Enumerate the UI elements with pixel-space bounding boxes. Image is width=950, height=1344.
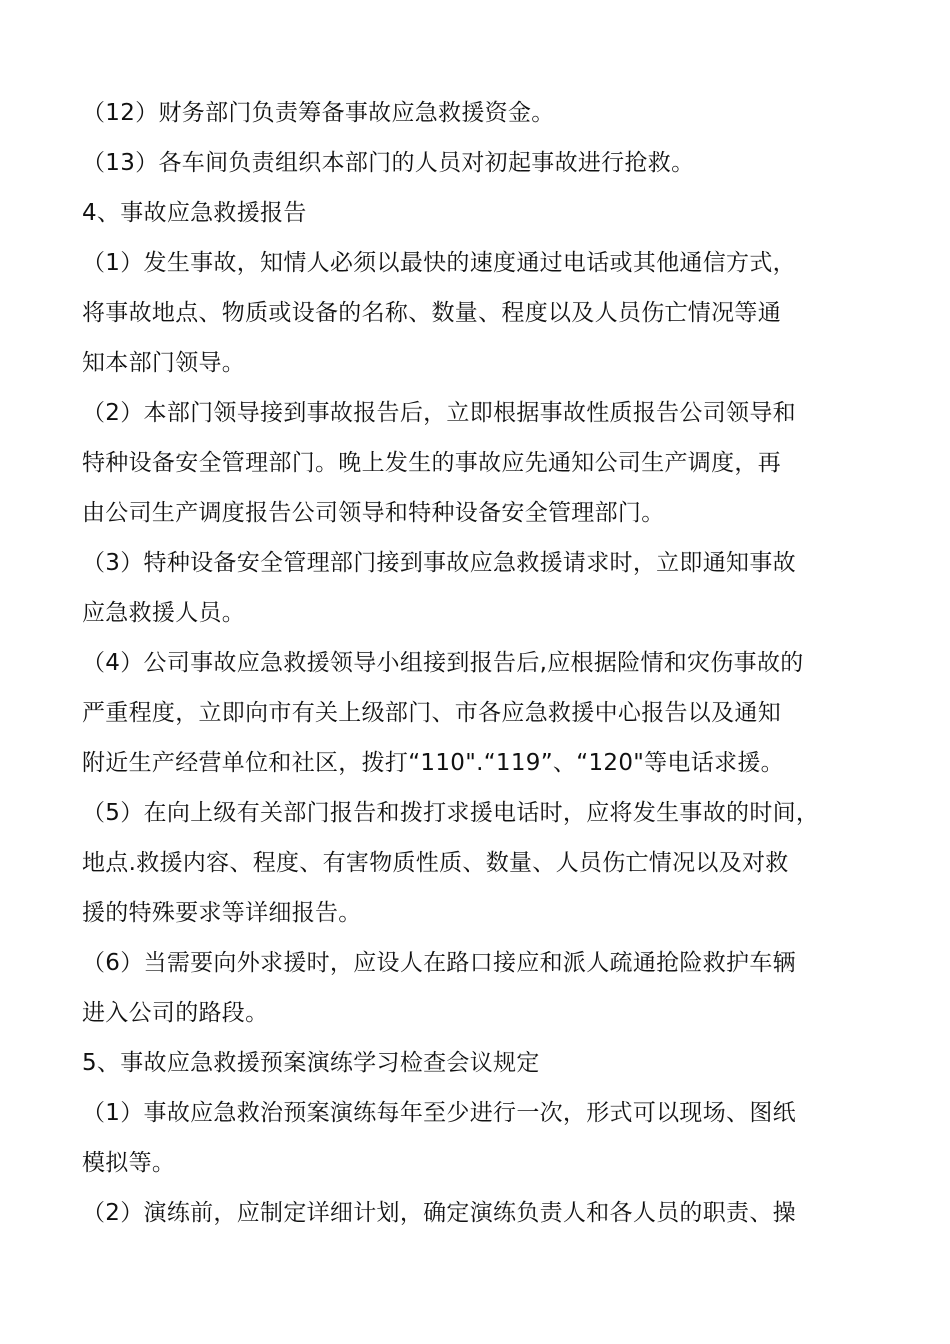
section-heading: 4、事故应急救援报告 xyxy=(82,200,307,226)
text-line: 应急救援人员。 xyxy=(82,600,246,626)
text-line: 援的特殊要求等详细报告。 xyxy=(82,900,362,926)
text-line: （2）演练前，应制定详细计划，确定演练负责人和各人员的职责、操 xyxy=(82,1200,796,1226)
text-line: （1）发生事故，知情人必须以最快的速度通过电话或其他通信方式， xyxy=(82,250,796,276)
text-line: 特种设备安全管理部门。晚上发生的事故应先通知公司生产调度，再 xyxy=(82,450,781,476)
text-line: 模拟等。 xyxy=(82,1150,176,1176)
text-line: （3）特种设备安全管理部门接到事故应急救援请求时，立即通知事故 xyxy=(82,550,796,576)
text-line: （13）各车间负责组织本部门的人员对初起事故进行抢救。 xyxy=(82,150,695,176)
text-line: （2）本部门领导接到事故报告后，立即根据事故性质报告公司领导和 xyxy=(82,400,796,426)
text-line: 附近生产经营单位和社区，拨打“110".“119”、“120"等电话求援。 xyxy=(82,750,784,776)
text-line: （6）当需要向外求援时，应设人在路口接应和派人疏通抢险救护车辆 xyxy=(82,950,796,976)
text-line: （1）事故应急救治预案演练每年至少进行一次，形式可以现场、图纸 xyxy=(82,1100,796,1126)
text-line: 进入公司的路段。 xyxy=(82,1000,269,1026)
text-line: 地点.救援内容、程度、有害物质性质、数量、人员伤亡情况以及对救 xyxy=(82,850,789,876)
text-line: （12）财务部门负责筹备事故应急救援资金。 xyxy=(82,100,555,126)
text-line: （5）在向上级有关部门报告和拨打求援电话时，应将发生事故的时间， xyxy=(82,800,820,826)
text-line: 将事故地点、物质或设备的名称、数量、程度以及人员伤亡情况等通 xyxy=(82,300,781,326)
text-line: （4）公司事故应急救援领导小组接到报告后,应根据险情和灾伤事故的 xyxy=(82,650,804,676)
text-line: 由公司生产调度报告公司领导和特种设备安全管理部门。 xyxy=(82,500,665,526)
text-line: 知本部门领导。 xyxy=(82,350,246,376)
text-line: 严重程度，立即向市有关上级部门、市各应急救援中心报告以及通知 xyxy=(82,700,781,726)
section-heading: 5、事故应急救援预案演练学习检查会议规定 xyxy=(82,1050,540,1076)
